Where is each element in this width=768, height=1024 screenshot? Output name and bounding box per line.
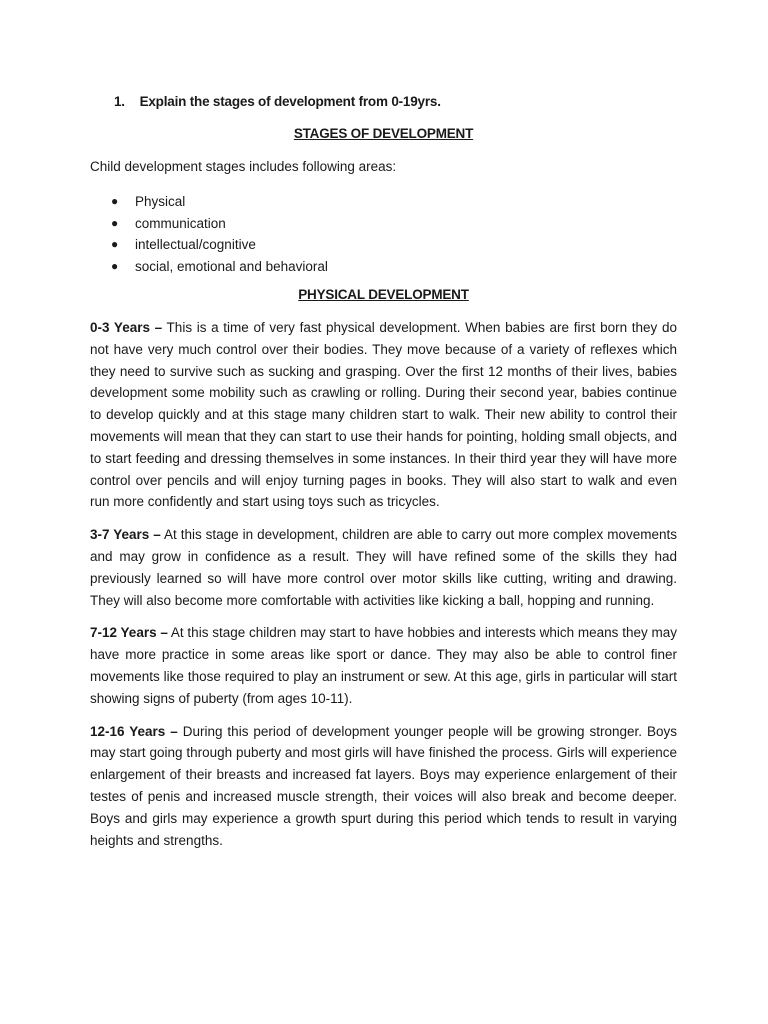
list-item-label: communication	[135, 215, 226, 231]
bullet-icon: ●	[111, 237, 119, 251]
intro-text: Child development stages includes following areas:	[90, 159, 397, 174]
list-item	[90, 213, 677, 235]
list-item	[90, 234, 677, 256]
paragraph-body: At this stage children may start to have hobbies and interests which means they may have more practice in some areas like sport or dance. They may also be able to control finer movements like those required to play an instrument or sew. At this age, girls in particular will start showing signs of puberty (from ages 10-11).	[90, 625, 677, 706]
question	[114, 94, 677, 109]
list-item-label: intellectual/cognitive	[135, 237, 256, 252]
paragraph-body: During this period of development younger people will be growing stronger. Boys may start going through puberty and most girls will have finished the process. Girls will experience enlargement of their breasts and increased fat layers. Boys may experience enlargement of their testes of penis and increased muscle strength, their voices will also break and become deeper. Boys and girls may experience a growth spurt during this period which tends to result in varying heights and strengths.	[90, 723, 677, 848]
bullet-icon: ●	[111, 215, 119, 230]
list-item	[90, 256, 677, 278]
paragraph-lead: 12-16 Years –	[90, 723, 178, 739]
question-text: Explain the stages of development from 0-19yrs.	[139, 94, 441, 109]
paragraph-lead: 0-3 Years –	[90, 320, 163, 335]
bullet-icon: ●	[111, 194, 119, 208]
paragraph-body: At this stage in development, children are able to carry out more complex movements and may grow in confidence as a result. They will have refined some of the skills they had previously learned so will have more control over motor skills like cutting, writing and drawing. They will also become more comfortable with activities like kicking a ball, hopping and running.	[90, 527, 677, 608]
paragraph-3-7-years	[90, 524, 677, 611]
bullet-icon: ●	[111, 258, 119, 273]
list-item	[90, 191, 677, 213]
paragraph-12-16-years	[90, 721, 677, 852]
paragraph-7-12-years	[90, 622, 677, 709]
paragraph-0-3-years	[90, 317, 677, 513]
heading-physical-development: PHYSICAL DEVELOPMENT	[298, 287, 469, 302]
list-item-label: Physical	[135, 194, 186, 209]
question-number: 1.	[114, 94, 125, 109]
paragraph-lead: 3-7 Years –	[90, 527, 161, 543]
development-areas-list	[90, 191, 677, 277]
paragraph-lead: 7-12 Years –	[90, 625, 168, 641]
paragraph-body: This is a time of very fast physical development. When babies are first born they do not have very much control over their bodies. They move because of a variety of reflexes which they need to survive such as sucking and grasping. Over the first 12 months of their lives, babies development some mobility such as crawling or rolling. During their second year, babies continue to develop quickly and at this stage many children start to walk. Their new ability to control their movements will mean that they can start to use their hands for pointing, holding small objects, and to start feeding and dressing themselves in some instances. In their third year they will have more control over pencils and will enjoy turning pages in books. They will also start to walk and even run more confidently and start using toys such as tricycles.	[90, 320, 677, 510]
heading-stages-of-development: STAGES OF DEVELOPMENT	[293, 126, 474, 141]
list-item-label: social, emotional and behavioral	[135, 258, 328, 274]
